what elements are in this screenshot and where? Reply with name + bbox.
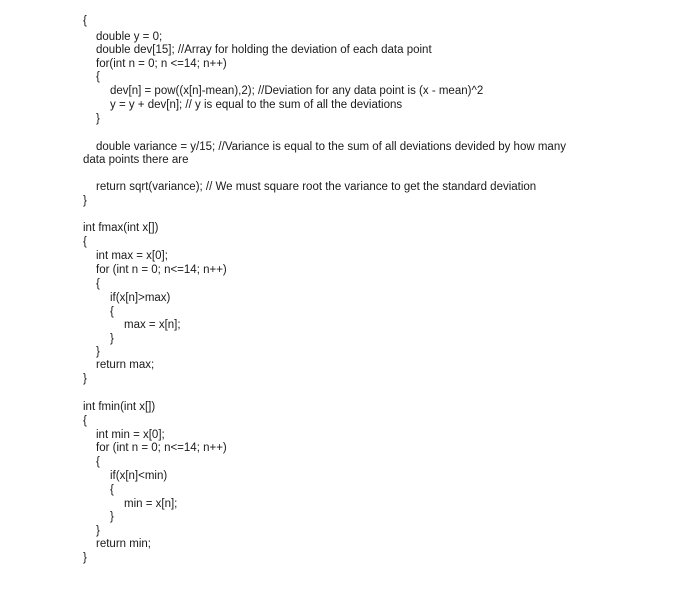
code-line: for(int n = 0; n <=14; n++) [96, 58, 227, 70]
code-line: int max = x[0]; [96, 250, 168, 262]
code-line: } [110, 333, 114, 345]
code-line: { [83, 415, 87, 427]
code-line: min = x[n]; [124, 498, 178, 510]
code-line: y = y + dev[n]; // y is equal to the sum of all the deviations [110, 99, 403, 111]
code-line: } [110, 511, 114, 523]
code-line: return sqrt(variance); // We must square root the variance to get the standard deviation [96, 181, 537, 193]
code-line: int min = x[0]; [96, 429, 165, 441]
code-line: { [96, 278, 100, 290]
code-line: { [96, 71, 100, 83]
code-line: } [96, 525, 100, 537]
code-line: return min; [96, 538, 151, 550]
code-line: } [83, 195, 87, 207]
code-line: for (int n = 0; n<=14; n++) [96, 442, 227, 454]
code-line: return max; [96, 359, 155, 371]
code-line: if(x[n]>max) [110, 292, 171, 304]
code-line: { [83, 15, 87, 27]
code-line: { [96, 456, 100, 468]
code-line: { [110, 484, 114, 496]
code-line: { [83, 236, 87, 248]
code-line: double variance = y/15; //Variance is equal to the sum of all deviations devided by how many [96, 141, 566, 153]
code-line: } [83, 373, 87, 385]
code-line: data points there are [83, 154, 189, 166]
code-line: int fmin(int x[]) [83, 401, 156, 413]
code-line: max = x[n]; [124, 319, 181, 331]
code-line: } [96, 113, 100, 125]
code-line: double dev[15]; //Array for holding the deviation of each data point [96, 44, 432, 56]
code-line: { [110, 306, 114, 318]
code-line: double y = 0; [96, 31, 163, 43]
code-line: dev[n] = pow((x[n]-mean),2); //Deviation for any data point is (x - mean)^2 [110, 85, 484, 97]
code-line: if(x[n]<min) [110, 470, 168, 482]
code-line: for (int n = 0; n<=14; n++) [96, 264, 227, 276]
code-line: int fmax(int x[]) [83, 222, 159, 234]
code-line: } [83, 552, 87, 564]
code-line: } [96, 346, 100, 358]
